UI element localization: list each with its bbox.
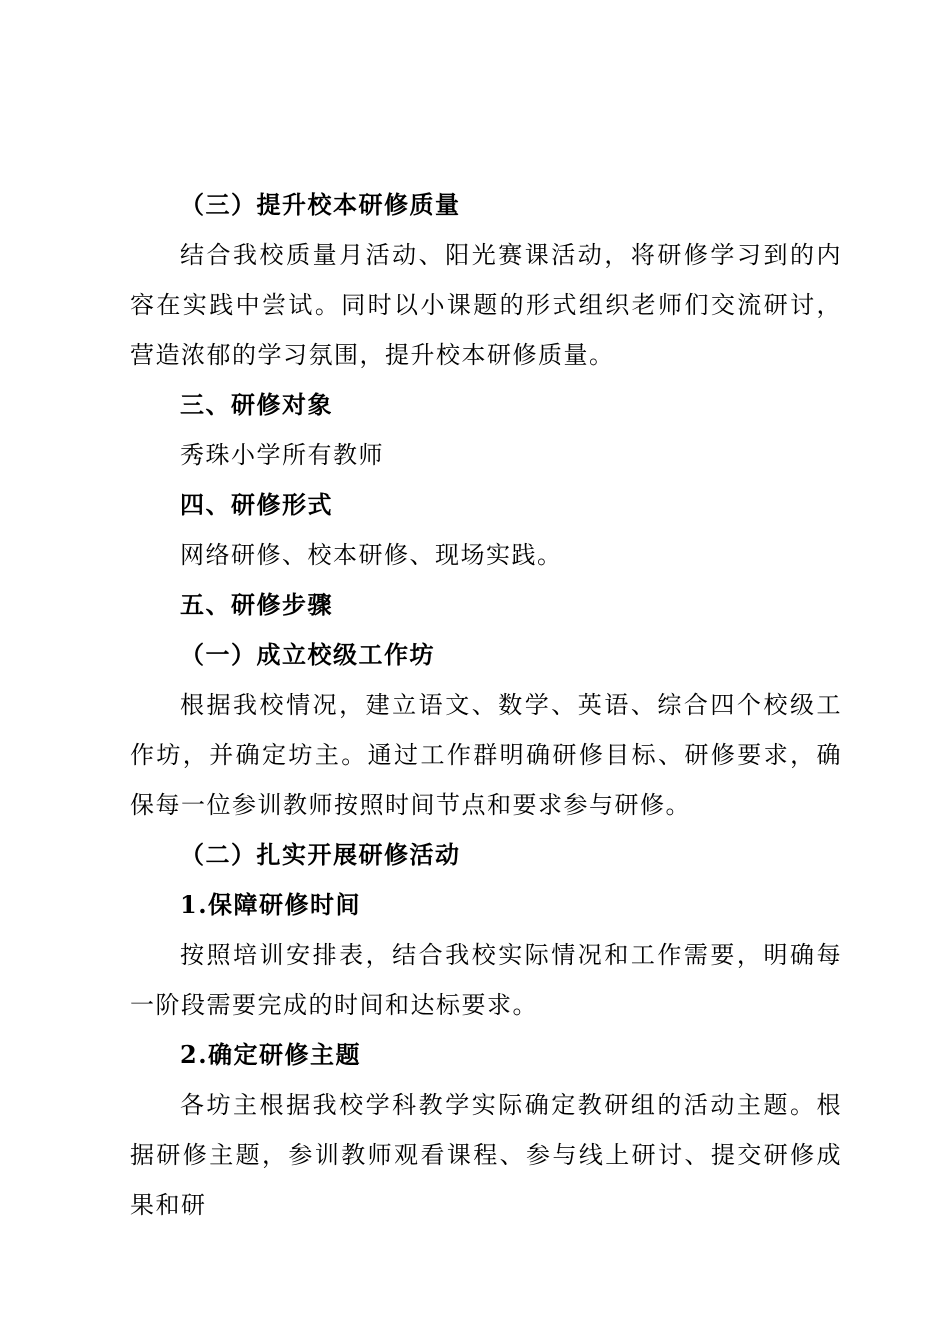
document-body bbox=[130, 180, 842, 1230]
section-text-format: 网络研修、校本研修、现场实践。 bbox=[180, 541, 563, 569]
subsection-heading-workshop: （一）成立校级工作坊 bbox=[180, 640, 435, 669]
section-heading-format: 四、研修形式 bbox=[180, 490, 333, 519]
item-heading-theme: 2.确定研修主题 bbox=[180, 1040, 362, 1069]
section-heading-steps: 五、研修步骤 bbox=[180, 590, 333, 619]
paragraph-theme: 各坊主根据我校学科教学实际确定教研组的活动主题。根据研修主题，参训教师观看课程、参与线上研讨、提交研修成果和研 bbox=[130, 1091, 842, 1219]
section-text-audience: 秀珠小学所有教师 bbox=[180, 441, 384, 469]
paragraph-quality: 结合我校质量月活动、阳光赛课活动，将研修学习到的内容在实践中尝试。同时以小课题的形式组织老师们交流研讨，营造浓郁的学习氛围，提升校本研修质量。 bbox=[130, 241, 842, 369]
subsection-heading-activities: （二）扎实开展研修活动 bbox=[180, 840, 461, 869]
paragraph-workshop: 根据我校情况，建立语文、数学、英语、综合四个校级工作坊，并确定坊主。通过工作群明确研修目标、研修要求，确保每一位参训教师按照时间节点和要求参与研修。 bbox=[130, 691, 842, 819]
section-heading-audience: 三、研修对象 bbox=[180, 390, 333, 419]
subsection-heading-3: （三）提升校本研修质量 bbox=[180, 190, 461, 219]
paragraph-time: 按照培训安排表，结合我校实际情况和工作需要，明确每一阶段需要完成的时间和达标要求。 bbox=[130, 941, 842, 1019]
item-heading-time: 1.保障研修时间 bbox=[180, 890, 362, 919]
